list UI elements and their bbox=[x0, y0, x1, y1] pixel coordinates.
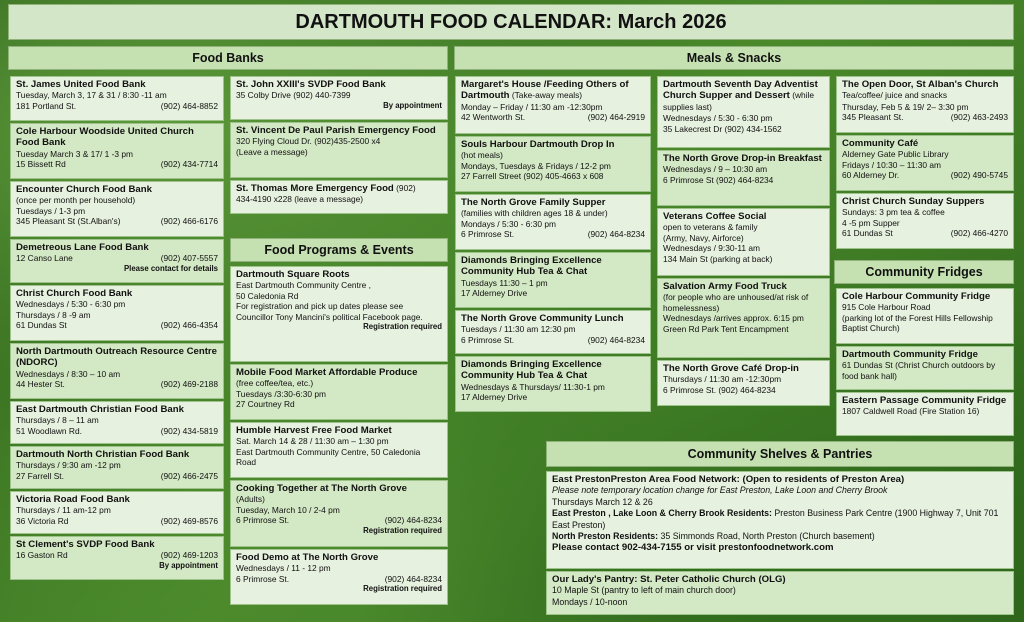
card-line: 6 Primrose St. (902) 464-8234 bbox=[663, 384, 776, 395]
card-label: North Preston Residents: bbox=[552, 531, 659, 542]
card-name: The North Grove Drop-in Breakfast bbox=[663, 153, 822, 164]
food-bank-card bbox=[10, 536, 224, 580]
program-card bbox=[230, 364, 448, 420]
card-address: 345 Pleasant St. bbox=[842, 112, 904, 123]
card-line: 17 Alderney Drive bbox=[461, 288, 528, 299]
card-line: Tuesday, March 10 / 2-4 pm bbox=[236, 504, 340, 515]
card-line: 320 Flying Cloud Dr. (902)435-2500 x4 bbox=[236, 136, 381, 147]
card-line: open to veterans & family bbox=[663, 222, 758, 233]
card-address: 42 Wentworth St. bbox=[461, 112, 526, 123]
program-card bbox=[230, 480, 448, 547]
fridges-header: Community Fridges bbox=[834, 260, 1014, 284]
card-name: Demetreous Lane Food Bank bbox=[16, 242, 149, 253]
card-line: 4 -5 pm Supper bbox=[842, 217, 900, 228]
card-address: 61 Dundas St bbox=[842, 228, 893, 239]
preston-food-network-card bbox=[546, 471, 1014, 569]
meal-card bbox=[836, 193, 1014, 249]
food-bank-card bbox=[230, 180, 448, 214]
card-address: 12 Canso Lane bbox=[16, 253, 73, 264]
card-address: 61 Dundas St bbox=[16, 320, 67, 331]
meal-card bbox=[455, 136, 651, 192]
food-bank-card bbox=[10, 446, 224, 489]
card-name: The North Grove Family Supper bbox=[461, 197, 606, 208]
card-name: Dartmouth Seventh Day Adventist Church Supper and Dessert bbox=[663, 79, 818, 102]
card-phone: (902) 469-8576 bbox=[160, 515, 218, 526]
card-sub: (while supplies last) bbox=[663, 90, 815, 112]
food-bank-card bbox=[10, 181, 224, 237]
card-line: Wednesdays /arrives approx. 6:15 pm bbox=[663, 313, 804, 324]
card-line: 27 Farrell Street (902) 405-4663 x 608 bbox=[461, 171, 604, 182]
card-line: Mondays / 10-noon bbox=[552, 596, 628, 607]
card-line: Sat. March 14 & 28 / 11:30 am – 1:30 pm bbox=[236, 436, 389, 447]
card-name: Encounter Church Food Bank bbox=[16, 184, 152, 195]
card-address: 6 Primrose St. bbox=[236, 515, 290, 526]
card-name: St Clement's SVDP Food Bank bbox=[16, 539, 155, 550]
card-phone: (902) 463-2493 bbox=[950, 112, 1008, 123]
card-line: Tuesdays / 11:30 am 12:30 pm bbox=[461, 324, 576, 335]
card-line: 915 Cole Harbour Road bbox=[842, 302, 931, 313]
card-name: Eastern Passage Community Fridge bbox=[842, 395, 1007, 406]
card-line: 35 Simmonds Road, North Preston (Church basement) bbox=[658, 531, 875, 542]
card-name: Our Lady's Pantry: St. Peter Catholic Church (OLG) bbox=[552, 574, 786, 585]
card-line: (free coffee/tea, etc.) bbox=[236, 378, 314, 389]
card-line: Wednesdays / 11 - 12 pm bbox=[236, 563, 331, 574]
card-line: Wednesdays / 9 – 10:30 am bbox=[663, 164, 768, 175]
card-note: By appointment bbox=[383, 100, 442, 110]
card-line: (once per month per household) bbox=[16, 195, 136, 206]
food-bank-card bbox=[10, 343, 224, 399]
card-address: 60 Alderney Dr. bbox=[842, 170, 900, 181]
card-line: Thursdays / 11:30 am -12:30pm bbox=[663, 374, 782, 385]
meal-card bbox=[836, 135, 1014, 191]
food-bank-card bbox=[10, 401, 224, 444]
card-name: East Dartmouth Christian Food Bank bbox=[16, 404, 184, 415]
card-line: 434-4190 x228 (leave a message) bbox=[236, 194, 364, 205]
shelves-header: Community Shelves & Pantries bbox=[546, 441, 1014, 467]
card-line: Thursdays March 12 & 26 bbox=[552, 496, 653, 507]
card-phone: (902) 407-5557 bbox=[160, 253, 218, 264]
card-note: Registration required bbox=[363, 584, 442, 594]
meal-card bbox=[657, 278, 830, 358]
programs-header: Food Programs & Events bbox=[230, 238, 448, 262]
food-banks-header: Food Banks bbox=[8, 46, 448, 70]
card-name: St. Thomas More Emergency Food bbox=[236, 183, 394, 194]
card-name: Souls Harbour Dartmouth Drop In bbox=[461, 139, 615, 150]
card-address: 15 Bissett Rd bbox=[16, 159, 66, 170]
card-note: Registration required bbox=[363, 525, 442, 535]
card-line: 50 Caledonia Rd bbox=[236, 290, 299, 301]
card-line: (Leave a message) bbox=[236, 146, 308, 157]
card-name: North Dartmouth Outreach Resource Centre (NDORC) bbox=[16, 346, 217, 369]
card-line: Preston Business Park Centre (1900 Highway 7, Unit 701 East Preston) bbox=[552, 508, 999, 530]
card-line: Tuesday, March 3, 17 & 31 / 8:30 -11 am bbox=[16, 90, 167, 101]
fridge-card bbox=[836, 288, 1014, 344]
card-line: Monday – Friday / 11:30 am -12:30pm bbox=[461, 101, 603, 112]
card-name: Dartmouth Community Fridge bbox=[842, 349, 978, 360]
card-phone: (902) 464-2919 bbox=[587, 112, 645, 123]
card-line: 35 Lakecrest Dr (902) 434-1562 bbox=[663, 123, 782, 134]
card-name: St. Vincent De Paul Parish Emergency Food bbox=[236, 125, 436, 136]
card-label: East Preston , Lake Loon & Cherry Brook Residents: bbox=[552, 508, 772, 519]
meal-card bbox=[657, 208, 830, 276]
card-name: Humble Harvest Free Food Market bbox=[236, 425, 392, 436]
card-line: (for people who are unhoused/at risk of homelessness) bbox=[663, 292, 809, 313]
card-name: Dartmouth North Christian Food Bank bbox=[16, 449, 190, 460]
fridge-card bbox=[836, 346, 1014, 390]
card-line: Wednesdays / 8:30 – 10 am bbox=[16, 368, 121, 379]
card-line: Thursdays / 11 am-12 pm bbox=[16, 505, 111, 516]
card-sub: (Take-away meals) bbox=[509, 90, 583, 101]
card-phone: (902) 466-4270 bbox=[950, 228, 1008, 239]
card-line: Tuesdays / 1-3 pm bbox=[16, 205, 86, 216]
program-card bbox=[230, 422, 448, 478]
card-address: 6 Primrose St. bbox=[236, 573, 290, 584]
food-bank-card bbox=[10, 123, 224, 179]
card-name: Veterans Coffee Social bbox=[663, 211, 767, 222]
card-name: Cole Harbour Woodside United Church Food Bank bbox=[16, 126, 194, 149]
card-line: (Adults) bbox=[236, 494, 265, 505]
fridge-card bbox=[836, 392, 1014, 436]
card-name: The North Grove Community Lunch bbox=[461, 313, 624, 324]
card-address: 6 Primrose St. bbox=[461, 229, 515, 240]
card-address: 181 Portland St. bbox=[16, 100, 77, 111]
page-title: DARTMOUTH FOOD CALENDAR: March 2026 bbox=[8, 4, 1014, 40]
card-note: Please note temporary location change for East Preston, Lake Loon and Cherry Brook bbox=[552, 485, 888, 496]
card-line: Thursdays / 8 -9 am bbox=[16, 309, 91, 320]
card-note: Registration required bbox=[363, 322, 442, 332]
card-line: East Dartmouth Community Centre, 50 Caledonia Road bbox=[236, 446, 421, 468]
card-phone: (902) 464-8234 bbox=[384, 573, 442, 584]
card-line: Thursdays / 8 – 11 am bbox=[16, 415, 99, 426]
card-phone: (902) 464-8234 bbox=[384, 515, 442, 526]
card-name: East PrestonPreston Area Food Network: (Open to residents of Preston Area) bbox=[552, 474, 905, 485]
card-line: Fridays / 10:30 – 11:30 am bbox=[842, 159, 942, 170]
meal-card bbox=[657, 76, 830, 148]
food-bank-card bbox=[10, 76, 224, 121]
card-line: Alderney Gate Public Library bbox=[842, 149, 949, 160]
food-bank-card bbox=[230, 122, 448, 178]
card-line: (hot meals) bbox=[461, 150, 503, 161]
card-phone: (902) 469-2188 bbox=[160, 379, 218, 390]
card-note: Please contact for details bbox=[123, 263, 218, 273]
card-phone: (902) 466-2475 bbox=[160, 470, 218, 481]
card-line: 61 Dundas St (Christ Church outdoors by food bank hall) bbox=[842, 360, 996, 381]
card-name: The Open Door, St Alban's Church bbox=[842, 79, 999, 90]
meal-card bbox=[455, 76, 651, 134]
card-line: Tuesdays 11:30 – 1 pm bbox=[461, 277, 548, 288]
card-address: 6 Primrose St. bbox=[461, 334, 515, 345]
card-line: 35 Colby Drive (902) 440-7399 bbox=[236, 90, 351, 101]
card-line: Thursdays / 9:30 am -12 pm bbox=[16, 460, 121, 471]
card-line: 10 Maple St (pantry to left of main church door) bbox=[552, 585, 736, 596]
card-contact: Please contact 902-434-7155 or visit prestonfoodnetwork.com bbox=[552, 542, 834, 554]
card-line: Wednesdays / 5:30 - 6:30 pm bbox=[16, 299, 126, 310]
card-note: By appointment bbox=[159, 560, 218, 570]
card-name: Diamonds Bringing Excellence Community Hub Tea & Chat bbox=[461, 359, 602, 382]
card-address: 36 Victoria Rd bbox=[16, 515, 69, 526]
card-line: Thursday, Feb 5 & 19/ 2– 3:30 pm bbox=[842, 101, 969, 112]
card-phone: (902) 466-6176 bbox=[160, 216, 218, 227]
card-name: Margaret's House /Feeding Others of Dartmouth bbox=[461, 79, 629, 102]
card-line: Mondays / 5:30 - 6:30 pm bbox=[461, 218, 556, 229]
card-address: 27 Farrell St. bbox=[16, 470, 64, 481]
meal-card bbox=[455, 252, 651, 308]
card-phone: (902) 469-1203 bbox=[160, 550, 218, 561]
meal-card bbox=[455, 194, 651, 250]
card-name: Cole Harbour Community Fridge bbox=[842, 291, 991, 302]
card-name: The North Grove Café Drop-in bbox=[663, 363, 799, 374]
card-line: Mondays, Tuesdays & Fridays / 12-2 pm bbox=[461, 160, 611, 171]
card-name: St. James United Food Bank bbox=[16, 79, 146, 90]
card-line: 17 Alderney Drive bbox=[461, 392, 528, 403]
pantry-card bbox=[546, 571, 1014, 615]
card-line: Wednesdays / 5:30 - 6:30 pm bbox=[663, 113, 773, 124]
card-address: 44 Hester St. bbox=[16, 379, 65, 390]
card-line: For registration and pick up dates please see Councillor Tony Mancini's political Facebook page. bbox=[236, 301, 423, 322]
card-line: Green Rd Park Tent Encampment bbox=[663, 323, 789, 334]
card-name: Dartmouth Square Roots bbox=[236, 269, 350, 280]
card-name-extra: (902) bbox=[393, 183, 416, 193]
card-line: 1807 Caldwell Road (Fire Station 16) bbox=[842, 406, 980, 417]
card-address: 16 Gaston Rd bbox=[16, 550, 68, 561]
card-name: Cooking Together at The North Grove bbox=[236, 483, 407, 494]
card-line: Tuesday March 3 & 17/ 1 -3 pm bbox=[16, 148, 133, 159]
card-line: 27 Courtney Rd bbox=[236, 399, 295, 410]
food-bank-card bbox=[230, 76, 448, 120]
program-card bbox=[230, 266, 448, 362]
card-line: (parking lot of the Forest Hills Fellowship Baptist Church) bbox=[842, 312, 993, 334]
card-address: 345 Pleasant St (St.Alban's) bbox=[16, 216, 121, 227]
card-phone: (902) 464-8234 bbox=[587, 229, 645, 240]
card-line: 6 Primrose St (902) 464-8234 bbox=[663, 174, 774, 185]
program-card bbox=[230, 549, 448, 605]
card-line: (Army, Navy, Airforce) bbox=[663, 232, 744, 243]
meal-card bbox=[657, 360, 830, 406]
card-phone: (902) 434-7714 bbox=[160, 159, 218, 170]
card-line: Wednesdays / 9:30-11 am bbox=[663, 243, 760, 254]
food-bank-card bbox=[10, 239, 224, 283]
food-bank-card bbox=[10, 491, 224, 534]
card-name: Christ Church Sunday Suppers bbox=[842, 196, 985, 207]
card-name: Christ Church Food Bank bbox=[16, 288, 133, 299]
card-line: (families with children ages 18 & under) bbox=[461, 208, 608, 219]
card-name: Diamonds Bringing Excellence Community Hub Tea & Chat bbox=[461, 255, 602, 278]
meals-header: Meals & Snacks bbox=[454, 46, 1014, 70]
card-phone: (902) 466-4354 bbox=[160, 320, 218, 331]
card-phone: (902) 490-5745 bbox=[950, 170, 1008, 181]
card-line: Tuesdays /3:30-6:30 pm bbox=[236, 388, 327, 399]
card-line: East Dartmouth Community Centre , bbox=[236, 280, 371, 291]
meal-card bbox=[836, 76, 1014, 133]
card-phone: (902) 434-5819 bbox=[160, 425, 218, 436]
card-sub: Tea/coffee/ juice and snacks bbox=[842, 90, 948, 101]
card-name: Victoria Road Food Bank bbox=[16, 494, 130, 505]
card-name: Salvation Army Food Truck bbox=[663, 281, 787, 292]
meal-card bbox=[455, 356, 651, 412]
card-name: Food Demo at The North Grove bbox=[236, 552, 379, 563]
card-line: Sundays: 3 pm tea & coffee bbox=[842, 207, 945, 218]
meal-card bbox=[657, 150, 830, 206]
food-bank-card bbox=[10, 285, 224, 341]
card-name: St. John XXIII's SVDP Food Bank bbox=[236, 79, 386, 90]
card-phone: (902) 464-8234 bbox=[587, 334, 645, 345]
card-name: Mobile Food Market Affordable Produce bbox=[236, 367, 418, 378]
card-line: 134 Main St (parking at back) bbox=[663, 253, 773, 264]
card-name: Community Café bbox=[842, 138, 919, 149]
card-line: Wednesdays & Thursdays/ 11:30-1 pm bbox=[461, 381, 605, 392]
card-phone: (902) 464-8852 bbox=[160, 100, 218, 111]
meal-card bbox=[455, 310, 651, 354]
card-address: 51 Woodlawn Rd. bbox=[16, 425, 82, 436]
